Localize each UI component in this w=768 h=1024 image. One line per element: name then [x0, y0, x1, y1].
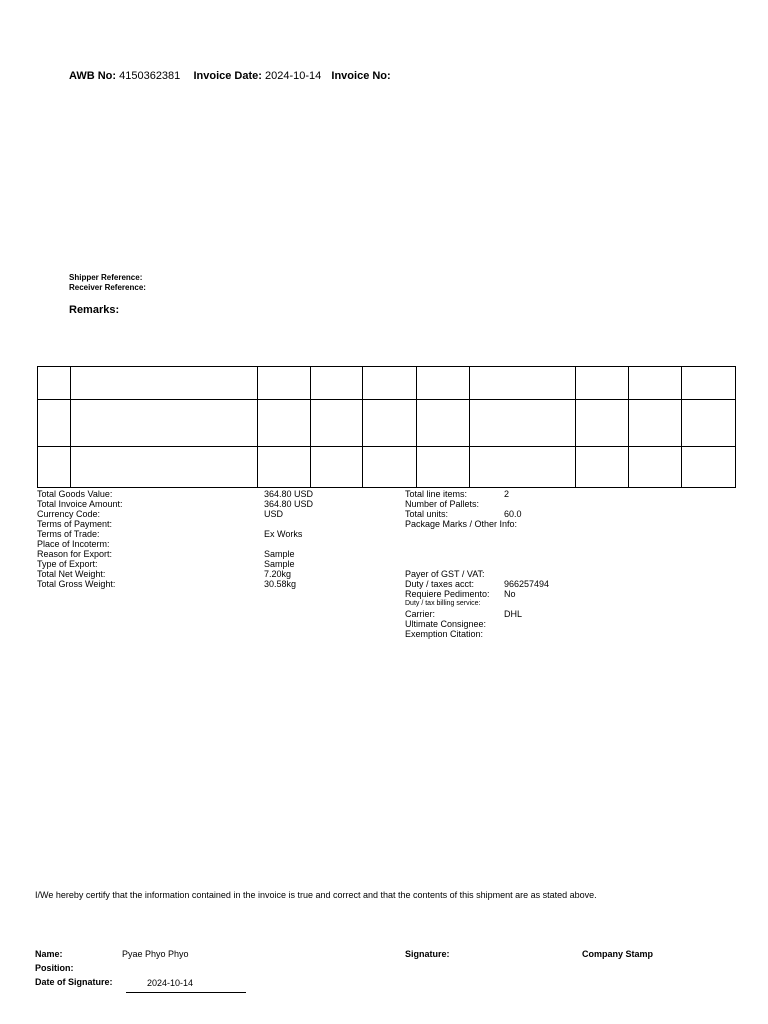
certification-statement: I/We hereby certify that the information contained in the invoice is true and correct and that the contents of this shipment are as stated above.: [35, 890, 597, 900]
summary-left-values: [264, 489, 313, 589]
total-line-items-label: Total line items:: [405, 489, 468, 499]
terms-of-trade-label: Terms of Trade:: [37, 529, 100, 539]
remarks-label: Remarks:: [69, 304, 120, 316]
reason-for-export-label: Reason for Export:: [37, 549, 113, 559]
awb-value: 4150362381: [119, 70, 181, 82]
summary-left-labels: [37, 489, 123, 589]
line-items-table: [37, 366, 736, 488]
type-of-export: Sample: [264, 559, 295, 569]
number-of-pallets-label: Number of Pallets:: [405, 499, 480, 509]
company-stamp-label: Company Stamp: [582, 949, 654, 959]
invoice-date-label: Invoice Date:: [193, 70, 262, 82]
date-of-signature-value: 2024-10-14: [147, 978, 194, 988]
receiver-reference-label: Receiver Reference:: [69, 283, 146, 292]
date-of-signature-label: Date of Signature:: [35, 977, 113, 987]
duty-acct-value: 966257494: [504, 579, 550, 589]
payer-gst-label: Payer of GST / VAT:: [405, 569, 485, 579]
shipper-reference-label: Shipper Reference:: [69, 273, 143, 282]
terms-of-trade: Ex Works: [264, 529, 303, 539]
invoice-header: [69, 70, 391, 82]
total-invoice-amount-label: Total Invoice Amount:: [37, 499, 123, 509]
duty-billing-label: Duty / tax billing service:: [405, 600, 481, 607]
terms-of-payment: [264, 519, 313, 529]
ultimate-consignee-label: Ultimate Consignee:: [405, 619, 487, 629]
total-line-items-value: 2: [504, 489, 510, 499]
name-label: Name:: [35, 949, 63, 959]
total-gross-weight-label: Total Gross Weight:: [37, 579, 116, 589]
invoice-date-value: 2024-10-14: [265, 70, 322, 82]
table-row: [38, 400, 736, 447]
currency-code: USD: [264, 509, 284, 519]
place-of-incoterm-label: Place of Incoterm:: [37, 539, 110, 549]
place-of-incoterm: [264, 539, 313, 549]
pedimento-label: Requiere Pedimento:: [405, 589, 490, 599]
duty-acct-label: Duty / taxes acct:: [405, 579, 475, 589]
exemption-citation-label: Exemption Citation:: [405, 629, 484, 639]
total-units-label: Total units:: [405, 509, 449, 519]
signature-label: Signature:: [405, 949, 450, 959]
pedimento-value: No: [504, 589, 516, 599]
awb-label: AWB No:: [69, 70, 117, 82]
carrier-label: Carrier:: [405, 609, 436, 619]
carrier-value: DHL: [504, 609, 523, 619]
package-marks-label: Package Marks / Other Info:: [405, 519, 518, 529]
total-gross-weight: 30.58kg: [264, 579, 297, 589]
date-underline: [126, 992, 246, 993]
name-value: Pyae Phyo Phyo: [122, 949, 189, 959]
total-net-weight-label: Total Net Weight:: [37, 569, 106, 579]
currency-code-label: Currency Code:: [37, 509, 101, 519]
total-invoice-amount: 364.80 USD: [264, 499, 314, 509]
table-row: [38, 447, 736, 488]
invoice-no-label: Invoice No:: [331, 70, 391, 82]
table-header-row: [38, 367, 736, 400]
total-goods-value-label: Total Goods Value:: [37, 489, 113, 499]
total-units-value: 60.0: [504, 509, 522, 519]
terms-of-payment-label: Terms of Payment:: [37, 519, 113, 529]
position-label: Position:: [35, 963, 74, 973]
reason-for-export: Sample: [264, 549, 295, 559]
total-net-weight: 7.20kg: [264, 569, 292, 579]
total-goods-value: 364.80 USD: [264, 489, 314, 499]
type-of-export-label: Type of Export:: [37, 559, 98, 569]
